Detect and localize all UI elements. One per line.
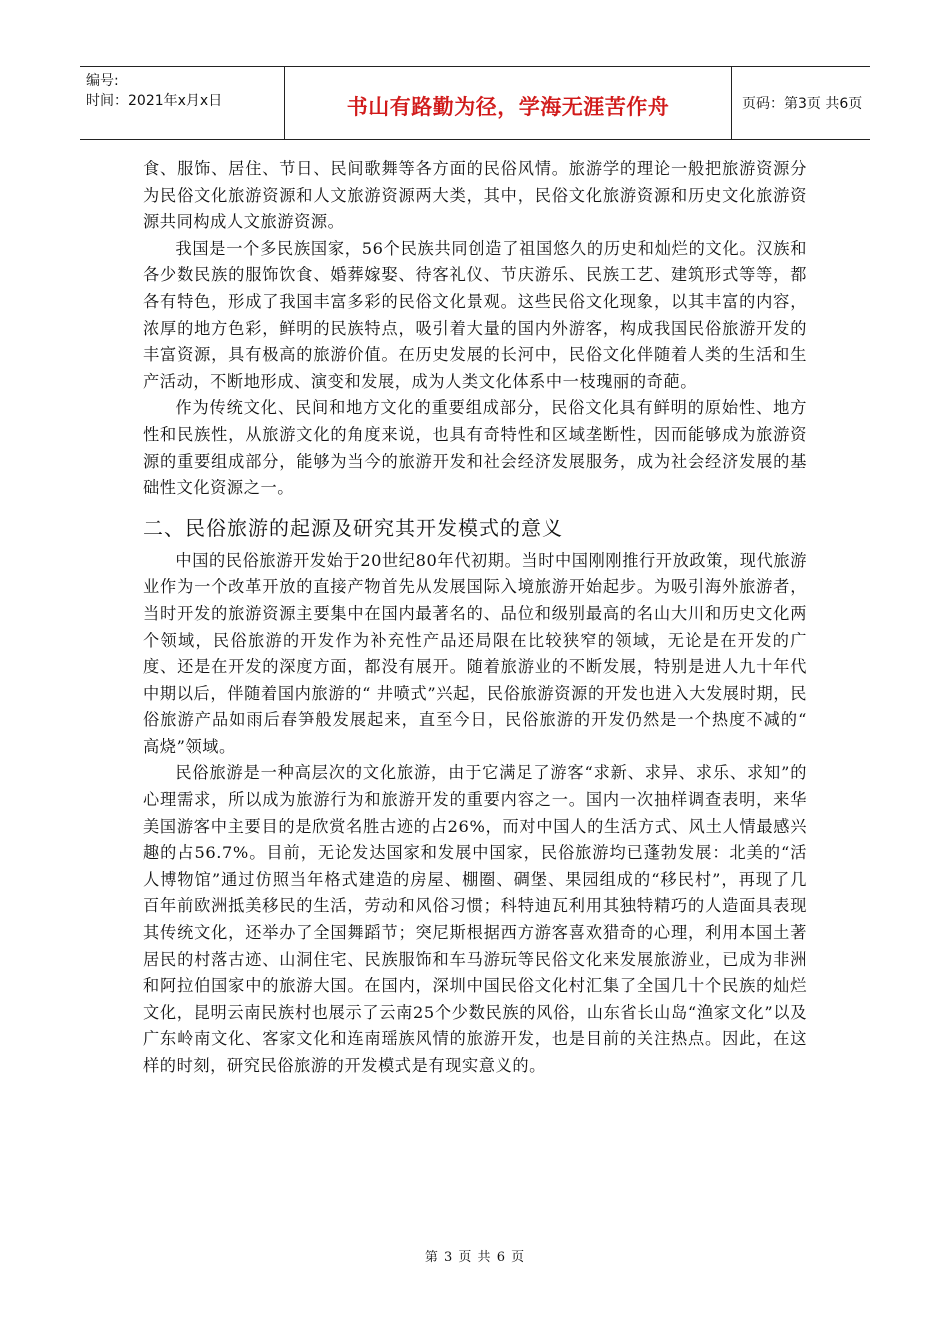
paragraph-significance: 民俗旅游是一种高层次的文化旅游，由于它满足了游客“求新、求异、求乐、求知”的心理需求，所以成为旅游行为和旅游开发的重要内容之一。国内一次抽样调查表明，来华美国游客中主要目的是欣赏名胜古迹的占26%，而对中国人的生活方式、风土人情最感兴趣的占56.7%。目前，无论发达国家和发展中国家，民俗旅游均已蓬勃发展：北美的“活人博物馆”通过仿照当年格式建造的房屋、棚圈、碉堡、果园组成的“移民村”，再现了几百年前欧洲抵美移民的生活，劳动和风俗习惯；科特迪瓦利用其独特精巧的人造面具表现其传统文化，还举办了全国舞蹈节；突尼斯根据西方游客喜欢猎奇的心理，利用本国土著居民的村落古迹、山洞住宅、民族服饰和车马游玩等民俗文化来发展旅游业，已成为非洲和阿拉伯国家中的旅游大国。在国内，深圳中国民俗文化村汇集了全国几十个民族的灿烂文化，昆明云南民族村也展示了云南25个少数民族的风俗，山东省长山岛“渔家文化”以及广东岭南文化、客家文化和连南瑶族风情的旅游开发，也是目前的关注热点。因此，在这样的时刻，研究民俗旅游的开发模式是有现实意义的。 (143, 763, 807, 1075)
section-heading: 二、民俗旅游的起源及研究其开发模式的意义 (143, 515, 563, 540)
page-header (80, 66, 870, 140)
header-page-number: 页码：第3页 共6页 (742, 96, 863, 112)
page-footer: 第 3 页 共 6 页 (424, 1250, 526, 1265)
document-time-label: 时间：2021年x月x日 (86, 93, 223, 109)
header-page-cell (732, 67, 870, 139)
header-motto-cell (285, 67, 732, 139)
paragraph-multiethnic-culture: 我国是一个多民族国家，56个民族共同创造了祖国悠久的历史和灿烂的文化。汉族和各少数民族的服饰饮食、婚葬嫁娶、待客礼仪、节庆游乐、民族工艺、建筑形式等等，都各有特色，形成了我国丰富多彩的民俗文化景观。这些民俗文化现象，以其丰富的内容，浓厚的地方色彩，鲜明的民族特点，吸引着大量的国内外游客，构成我国民俗旅游开发的丰富资源，具有极高的旅游价值。在历史发展的长河中，民俗文化伴随着人类的生活和生产活动，不断地形成、演变和发展，成为人类文化体系中一枝瑰丽的奇葩。 (143, 238, 807, 391)
paragraph-origin: 中国的民俗旅游开发始于20世纪80年代初期。当时中国刚刚推行开放政策，现代旅游业作为一个改革开放的直接产物首先从发展国际入境旅游开始起步。为吸引海外旅游者，当时开发的旅游资源主要集中在国内最著名的、品位和级别最高的名山大川和历史文化两个领域，民俗旅游的开发作为补充性产品还局限在比较狭窄的领域，无论是在开发的广度、还是在开发的深度方面，都没有展开。随着旅游业的不断发展，特别是进人九十年代中期以后，伴随着国内旅游的“ 井喷式”兴起，民俗旅游资源的开发也进入大发展时期，民俗旅游产品如雨后春笋般发展起来，直至今日，民俗旅游的开发仍然是一个热度不减的“ 高烧”领域。 (143, 550, 807, 756)
document-body (143, 156, 807, 1080)
header-motto: 书山有路勤为径，学海无涯苦作舟 (346, 95, 670, 119)
header-meta (80, 67, 285, 139)
paragraph-folk-culture-role: 作为传统文化、民间和地方文化的重要组成部分，民俗文化具有鲜明的原始性、地方性和民族性，从旅游文化的角度来说，也具有奇特性和区域垄断性，因而能够成为旅游资源的重要组成部分，能够为当今的旅游开发和社会经济发展服务，成为社会经济发展的基础性文化资源之一。 (143, 398, 807, 498)
paragraph-continued: 食、服饰、居住、节日、民间歌舞等各方面的民俗风情。旅游学的理论一般把旅游资源分为民俗文化旅游资源和人文旅游资源两大类，其中，民俗文化旅游资源和历史文化旅游资源共同构成人文旅游资源。 (143, 159, 807, 232)
document-number-label: 编号: (86, 73, 119, 89)
